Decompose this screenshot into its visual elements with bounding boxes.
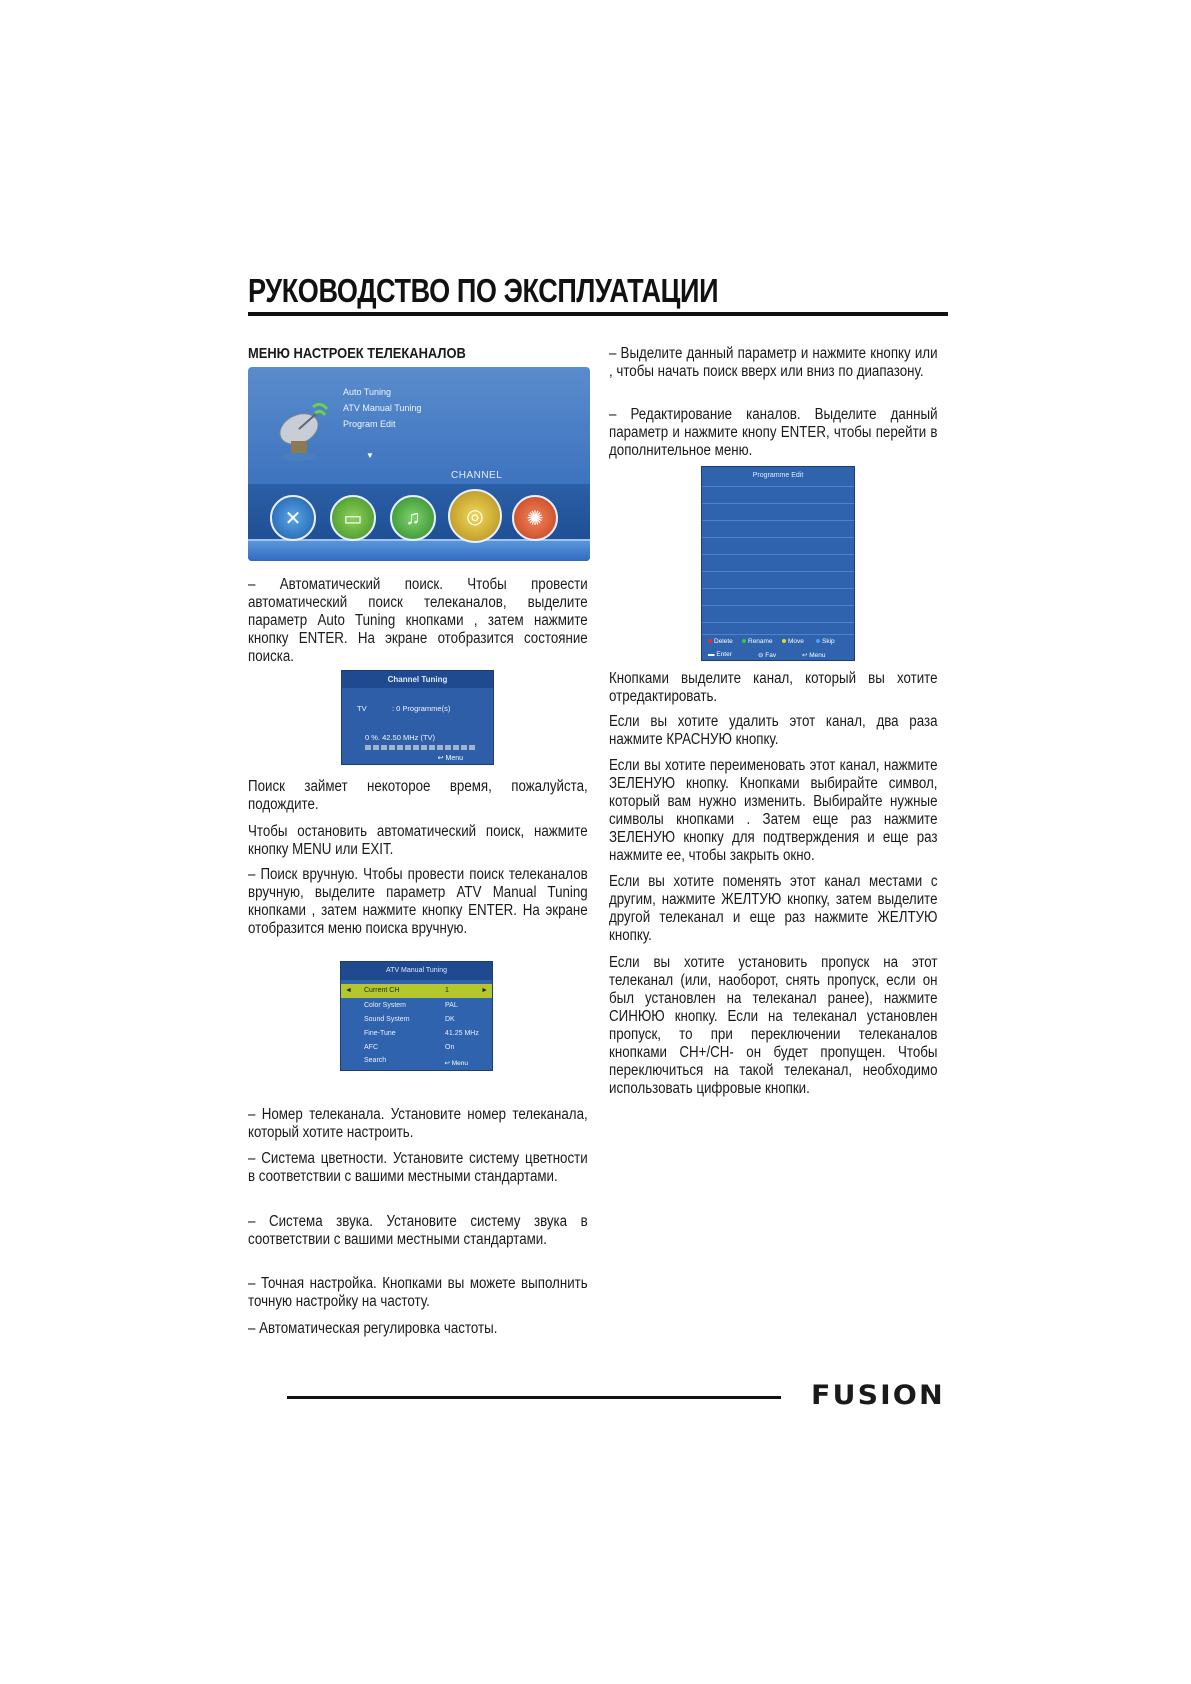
fine-tune-paragraph: – Точная настройка. Кнопками вы можете выполнить точную настройку на частоту. — [248, 1275, 588, 1310]
page-title: РУКОВОДСТВО ПО ЭКСПЛУАТАЦИИ — [248, 272, 719, 309]
current-ch-paragraph: – Номер телеканала. Установите номер телеканала, который хотите настроить. — [248, 1106, 588, 1141]
right-arrow-icon: ► — [481, 987, 488, 994]
row-divider — [702, 503, 854, 504]
atv-row-key: Current CH — [364, 987, 400, 994]
section-title: МЕНЮ НАСТРОЕК ТЕЛЕКАНАЛОВ — [248, 345, 466, 362]
atv-row-value: 41.25 MHz — [445, 1030, 479, 1037]
yellow-button-icon — [782, 639, 786, 643]
legend-menu-label: Menu — [809, 652, 826, 659]
row-divider — [702, 588, 854, 589]
legend-move-label: Move — [788, 638, 804, 645]
row-divider — [702, 554, 854, 555]
legend-menu — [802, 651, 826, 659]
programme-edit-title: Programme Edit — [752, 472, 804, 479]
row-divider — [702, 520, 854, 521]
menu-return-icon: ↩ — [802, 652, 810, 659]
atv-row-afc[interactable] — [341, 1041, 492, 1055]
green-button-icon — [742, 639, 746, 643]
row-divider — [702, 634, 854, 635]
channel-tuning-title: Channel Tuning — [342, 671, 493, 688]
programmes-count: : 0 Programme(s) — [392, 704, 451, 713]
delete-paragraph: Если вы хотите удалить этот канал, два раза нажмите КРАСНУЮ кнопку. — [609, 713, 938, 748]
atv-manual-tuning-screenshot — [340, 961, 493, 1071]
atv-row-key: AFC — [364, 1044, 378, 1051]
legend-skip — [816, 638, 835, 645]
channel-label: CHANNEL — [451, 470, 503, 481]
program-edit-paragraph: – Редактирование каналов. Выделите данный параметр и нажмите кнопу ENTER, чтобы перейти в дополнительное меню. — [609, 406, 938, 459]
menu-hint-label: Menu — [445, 755, 463, 762]
picture-icon[interactable]: ✕ — [270, 495, 316, 541]
atv-row-key: Search — [364, 1057, 387, 1064]
atv-row-fine-tune[interactable] — [341, 1027, 492, 1041]
row-divider — [702, 571, 854, 572]
channel-tuning-screenshot — [341, 670, 494, 765]
red-button-icon — [708, 639, 712, 643]
atv-row-value: On — [445, 1044, 455, 1051]
move-paragraph: Если вы хотите поменять этот канал местами с другим, нажмите ЖЕЛТУЮ кнопку, затем выделите другой телеканал и еще раз нажмите ЖЕЛТУЮ кнопку. — [609, 873, 938, 944]
menu-option-atv-manual-tuning[interactable]: ATV Manual Tuning — [343, 403, 422, 413]
search-paragraph: – Выделите данный параметр и нажмите кнопку или , чтобы начать поиск вверх или вниз по диапазону. — [609, 345, 938, 380]
legend-fav-label: Fav — [765, 652, 777, 659]
tv-icon[interactable]: ▭ — [330, 495, 376, 541]
rename-paragraph: Если вы хотите переименовать этот канал, нажмите ЗЕЛЕНУЮ кнопку. Кнопками выбирайте символ, который вам нужно изменить. Выбирайте нужные символы кнопками . Затем еще раз нажмите ЗЕЛЕНУЮ кнопку для подтверждения и еще раз нажмите ее, чтобы закрыть окно. — [609, 757, 938, 864]
menu-option-program-edit[interactable]: Program Edit — [343, 419, 396, 429]
legend-move — [782, 638, 804, 645]
atv-row-value: PAL — [445, 1002, 458, 1009]
atv-row-current-ch[interactable] — [341, 984, 492, 998]
legend-enter — [708, 651, 732, 658]
atv-row-key: Sound System — [364, 1016, 410, 1023]
atv-row-key: Color System — [364, 1002, 407, 1009]
afc-paragraph: – Автоматическая регулировка частоты. — [248, 1320, 498, 1337]
legend-rename — [742, 638, 773, 645]
tv-label: TV — [357, 704, 367, 713]
menu-shelf — [248, 539, 590, 561]
enter-icon: ▬ — [708, 651, 717, 658]
menu-option-auto-tuning[interactable]: Auto Tuning — [343, 387, 392, 397]
menu-hint: ↩ Menu — [437, 755, 463, 762]
legend-delete — [708, 638, 733, 645]
atv-row-value: DK — [445, 1016, 455, 1023]
legend-delete-label: Delete — [714, 638, 733, 645]
music-icon[interactable]: ♫ — [390, 495, 436, 541]
scroll-down-icon: ▼ — [366, 451, 374, 460]
atv-tuning-title: ATV Manual Tuning — [341, 962, 492, 980]
sound-system-paragraph: – Система звука. Установите систему звука в соответствии с вашими местными стандартами. — [248, 1213, 588, 1248]
legend-rename-label: Rename — [748, 638, 773, 645]
color-system-paragraph: – Система цветности. Установите систему цветности в соответствии с вашими местными стандартами. — [248, 1150, 588, 1185]
fav-icon: ⊖ — [758, 652, 766, 659]
row-divider — [702, 622, 854, 623]
tuning-progress-text: 0 %. 42.50 MHz (TV) — [365, 733, 436, 742]
gear-icon[interactable]: ✺ — [512, 495, 558, 541]
stop-paragraph: Чтобы остановить автоматический поиск, нажмите кнопку MENU или EXIT. — [248, 823, 588, 858]
row-divider — [702, 486, 854, 487]
row-divider — [702, 605, 854, 606]
wait-paragraph: Поиск займет некоторое время, пожалуйста, подождите. — [248, 778, 588, 813]
atv-row-search[interactable] — [341, 1054, 492, 1068]
legend-fav — [758, 651, 776, 659]
legend-skip-label: Skip — [822, 638, 835, 645]
footer-rule — [287, 1396, 781, 1399]
fusion-logo: FUSION — [811, 1380, 945, 1411]
legend-enter-label: Enter — [716, 651, 732, 658]
skip-paragraph: Если вы хотите установить пропуск на этот телеканал (или, наоборот, снять пропуск, если он был установлен на телеканал ранее), нажмите СИНЮЮ кнопку. Если на телеканал установлен пропуск, то при переключении телеканалов кнопками CH+/CH- он будет пропущен. Чтобы переключиться на такой телеканал, необходимо использовать цифровые кнопки. — [609, 954, 938, 1097]
satellite-dish-icon — [273, 399, 331, 461]
blue-button-icon — [816, 639, 820, 643]
title-rule — [248, 312, 948, 316]
select-channel-paragraph: Кнопками выделите канал, который вы хотите отредактировать. — [609, 670, 938, 705]
auto-tuning-paragraph: – Автоматический поиск. Чтобы провести автоматический поиск телеканалов, выделите параметр Auto Tuning кнопками , затем нажмите кнопку ENTER. На экране отобразится состояние поиска. — [248, 576, 588, 665]
programme-edit-screenshot — [701, 466, 855, 661]
atv-row-sound-system[interactable] — [341, 1013, 492, 1027]
atv-row-color-system[interactable] — [341, 999, 492, 1013]
tuning-progress-bar — [365, 745, 475, 750]
manual-tuning-paragraph: – Поиск вручную. Чтобы провести поиск телеканалов вручную, выделите параметр ATV Manual Tuning кнопками , затем нажмите кнопку ENTER. На экране отобразится меню поиска вручную. — [248, 866, 588, 937]
left-arrow-icon: ◄ — [345, 987, 352, 994]
channel-icon[interactable]: ◎ — [448, 489, 502, 543]
atv-menu-hint: ↩ Menu — [444, 1060, 468, 1067]
atv-menu-hint-label: Menu — [451, 1060, 468, 1067]
row-divider — [702, 537, 854, 538]
atv-row-value: 1 — [445, 987, 449, 994]
atv-row-key: Fine-Tune — [364, 1030, 396, 1037]
channel-menu-screenshot — [248, 367, 590, 561]
